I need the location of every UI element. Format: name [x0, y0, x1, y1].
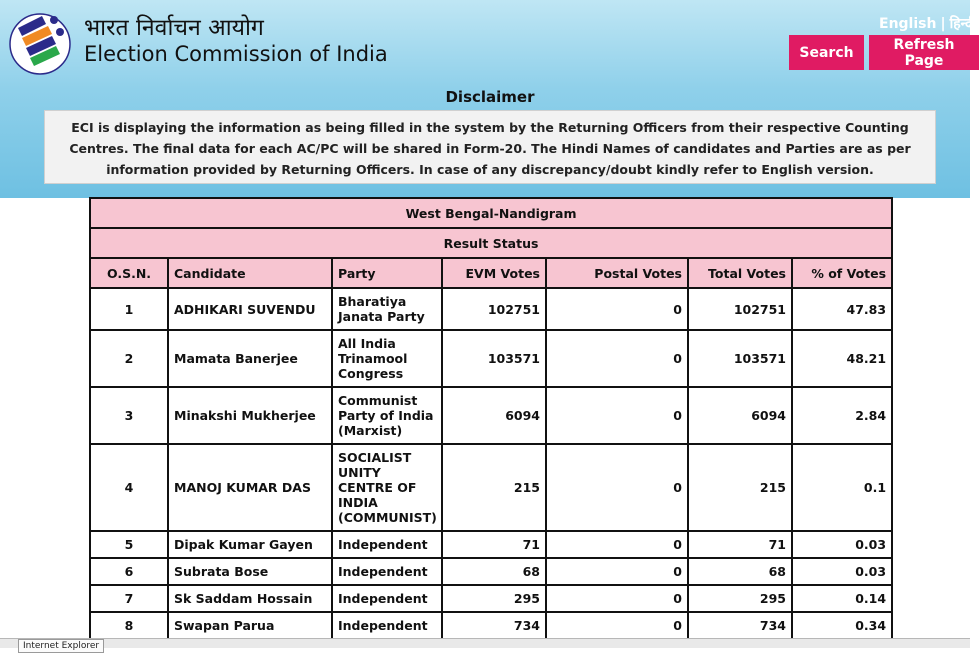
table-row: [90, 387, 892, 444]
cell-osn: 8: [90, 612, 168, 639]
title-english: Election Commission of India: [84, 42, 388, 66]
cell-postal-votes: 0: [546, 558, 688, 585]
cell-percent-votes: 0.14: [792, 585, 892, 612]
cell-evm-votes: 102751: [442, 288, 546, 330]
cell-party: All India Trinamool Congress: [332, 330, 442, 387]
cell-evm-votes: 103571: [442, 330, 546, 387]
cell-osn: 4: [90, 444, 168, 531]
title-hindi: भारत निर्वाचन आयोग: [84, 15, 264, 41]
cell-evm-votes: 295: [442, 585, 546, 612]
cell-total-votes: 102751: [688, 288, 792, 330]
table-row: [90, 444, 892, 531]
cell-party: Independent: [332, 612, 442, 639]
cell-party: Communist Party of India (Marxist): [332, 387, 442, 444]
browser-tab-label[interactable]: Internet Explorer: [18, 639, 104, 653]
cell-party: SOCIALIST UNITY CENTRE OF INDIA (COMMUNIST): [332, 444, 442, 531]
result-status: Result Status: [90, 228, 892, 258]
browser-status-bar: [0, 638, 970, 648]
cell-postal-votes: 0: [546, 444, 688, 531]
table-header-row: [90, 258, 892, 288]
cell-total-votes: 734: [688, 612, 792, 639]
column-header-osn: O.S.N.: [90, 258, 168, 288]
column-header-candidate: Candidate: [168, 258, 332, 288]
cell-candidate: Sk Saddam Hossain: [168, 585, 332, 612]
column-header-party: Party: [332, 258, 442, 288]
cell-postal-votes: 0: [546, 585, 688, 612]
cell-percent-votes: 0.1: [792, 444, 892, 531]
disclaimer-title: Disclaimer: [445, 88, 535, 106]
cell-total-votes: 103571: [688, 330, 792, 387]
cell-postal-votes: 0: [546, 387, 688, 444]
result-status-row: [90, 228, 892, 258]
cell-total-votes: 295: [688, 585, 792, 612]
cell-postal-votes: 0: [546, 612, 688, 639]
cell-percent-votes: 48.21: [792, 330, 892, 387]
cell-osn: 2: [90, 330, 168, 387]
disclaimer-text: ECI is displaying the information as being filled in the system by the Returning Officers from their respective Counting Centres. The final data for each AC/PC will be shared in Form-20. The Hindi Names of candidates and Parties are as per information provided by Returning Officers. In case of any discrepancy/doubt kindly refer to English version.: [44, 110, 936, 184]
cell-percent-votes: 47.83: [792, 288, 892, 330]
cell-candidate: Mamata Banerjee: [168, 330, 332, 387]
cell-candidate: Minakshi Mukherjee: [168, 387, 332, 444]
cell-evm-votes: 734: [442, 612, 546, 639]
language-switch: [879, 14, 976, 33]
cell-postal-votes: 0: [546, 531, 688, 558]
eci-logo-icon: [2, 6, 78, 76]
cell-osn: 5: [90, 531, 168, 558]
cell-evm-votes: 215: [442, 444, 546, 531]
cell-candidate: Swapan Parua: [168, 612, 332, 639]
column-header-postal-votes: Postal Votes: [546, 258, 688, 288]
cell-percent-votes: 0.03: [792, 531, 892, 558]
table-row: [90, 288, 892, 330]
lang-english-link[interactable]: English: [879, 16, 937, 32]
cell-osn: 1: [90, 288, 168, 330]
constituency-row: [90, 198, 892, 228]
column-header-total-votes: Total Votes: [688, 258, 792, 288]
cell-candidate: Subrata Bose: [168, 558, 332, 585]
results-table: [89, 197, 893, 640]
cell-osn: 6: [90, 558, 168, 585]
cell-party: Independent: [332, 531, 442, 558]
table-row: [90, 330, 892, 387]
table-row: [90, 585, 892, 612]
cell-percent-votes: 0.03: [792, 558, 892, 585]
cell-postal-votes: 0: [546, 288, 688, 330]
column-header-percent-votes: % of Votes: [792, 258, 892, 288]
search-button[interactable]: Search: [789, 35, 864, 70]
refresh-page-button[interactable]: Refresh Page: [869, 35, 979, 70]
table-row: [90, 612, 892, 639]
cell-total-votes: 71: [688, 531, 792, 558]
cell-evm-votes: 68: [442, 558, 546, 585]
cell-evm-votes: 6094: [442, 387, 546, 444]
cell-osn: 3: [90, 387, 168, 444]
cell-party: Independent: [332, 558, 442, 585]
cell-osn: 7: [90, 585, 168, 612]
cell-party: Independent: [332, 585, 442, 612]
site-header: [0, 0, 977, 198]
cell-total-votes: 215: [688, 444, 792, 531]
table-row: [90, 531, 892, 558]
cell-evm-votes: 71: [442, 531, 546, 558]
cell-percent-votes: 0.34: [792, 612, 892, 639]
constituency-name: West Bengal-Nandigram: [90, 198, 892, 228]
cell-postal-votes: 0: [546, 330, 688, 387]
cell-percent-votes: 2.84: [792, 387, 892, 444]
table-row: [90, 558, 892, 585]
cell-candidate: ADHIKARI SUVENDU: [168, 288, 332, 330]
cell-candidate: Dipak Kumar Gayen: [168, 531, 332, 558]
cell-total-votes: 6094: [688, 387, 792, 444]
lang-separator: |: [940, 16, 946, 32]
cell-total-votes: 68: [688, 558, 792, 585]
cell-party: Bharatiya Janata Party: [332, 288, 442, 330]
lang-hindi-link[interactable]: हिन्दी: [949, 16, 977, 32]
cell-candidate: MANOJ KUMAR DAS: [168, 444, 332, 531]
column-header-evm-votes: EVM Votes: [442, 258, 546, 288]
